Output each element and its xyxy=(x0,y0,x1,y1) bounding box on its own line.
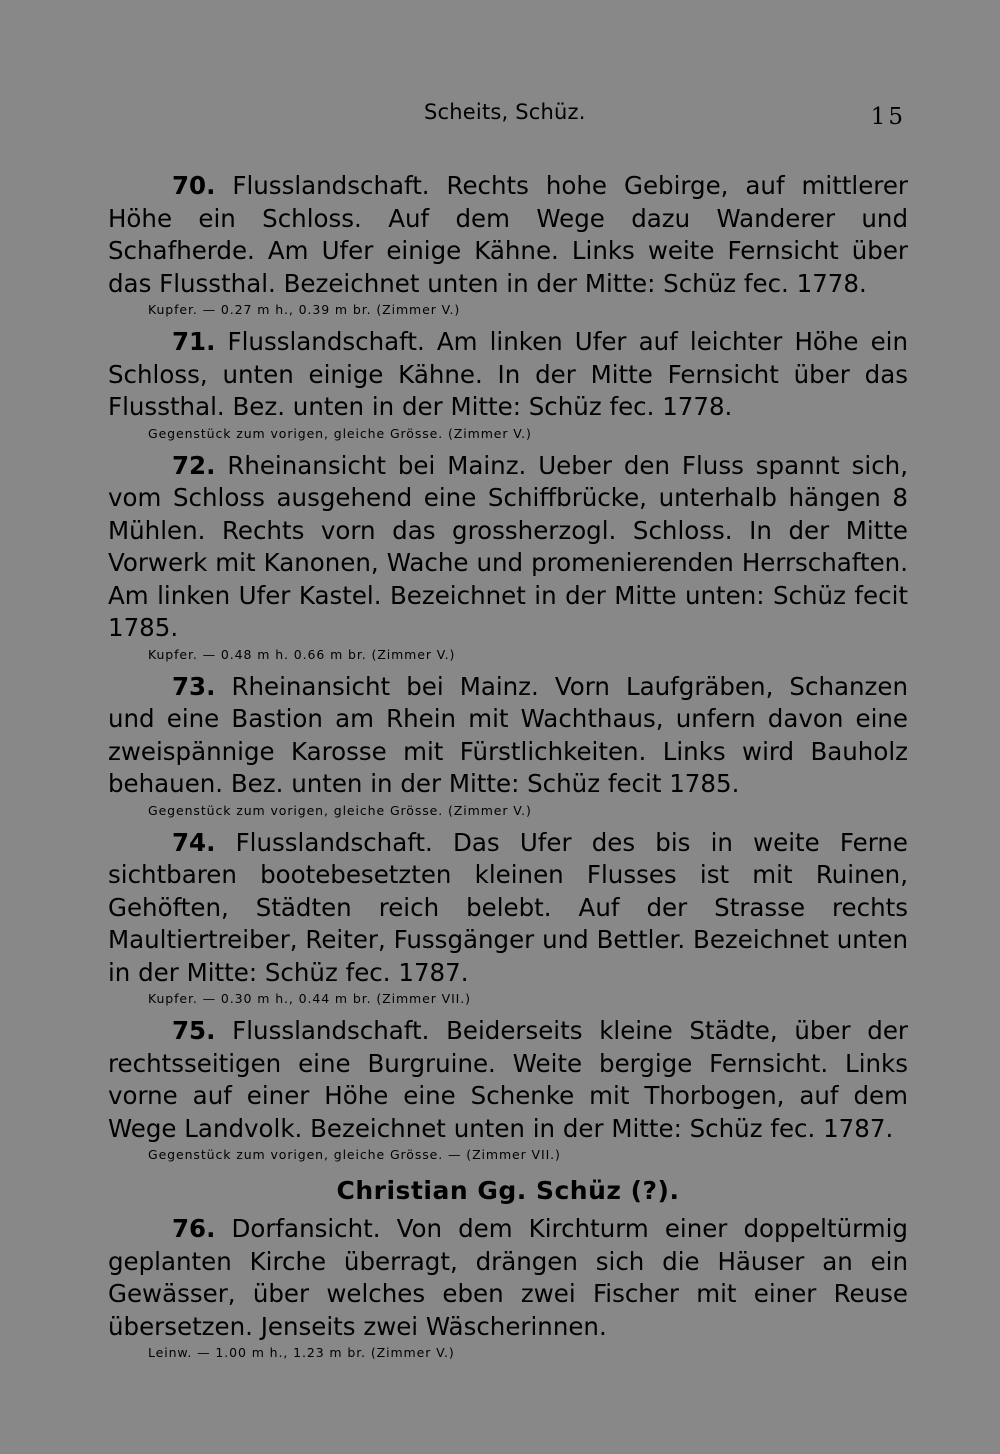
entry-note: Kupfer. — 0.30 m h., 0.44 m br. (Zimmer VII.) xyxy=(148,991,471,1006)
entry-text: Flusslandschaft. Beiderseits kleine Städte, über der rechtsseitigen eine Burgruine. Weite bergige Fernsicht. Links vorne auf einer Höhe eine Schenke mit Thorbogen, auf dem Wege Landvolk. Bezeichnet unten in der Mitte: Schüz fec. 1787. xyxy=(108,1016,908,1143)
entry-note: Leinw. — 1.00 m h., 1.23 m br. (Zimmer V.) xyxy=(148,1345,455,1360)
entry-number: 71. xyxy=(172,327,216,356)
entry-number: 74. xyxy=(172,827,216,857)
entry-note: Gegenstück zum vorigen, gleiche Grösse. (Zimmer V.) xyxy=(148,425,532,441)
entry-description xyxy=(108,1015,908,1145)
entry-description xyxy=(108,1213,908,1343)
catalog-page xyxy=(108,0,908,1454)
entry-text: Flusslandschaft. Am linken Ufer auf leichter Höhe ein Schloss, unten einige Kähne. In der Mitte Fernsicht über das Flussthal. Bez. unten in der Mitte: Schüz fec. 1778. xyxy=(108,327,908,421)
catalog-entry-70 xyxy=(108,170,908,320)
entry-text: Flusslandschaft. Das Ufer des bis in weite Ferne sichtbaren bootebesetzten kleinen Flusses ist mit Ruinen, Gehöften, Städten reich belebt. Auf der Strasse rechts Maultiertreiber, Reiter, Fussgänger und Bettler. Bezeichnet unten in der Mitte: Schüz fec. 1787. xyxy=(108,827,908,987)
catalog-entries xyxy=(108,170,908,1369)
entry-number: 70. xyxy=(172,171,216,200)
entry-note: Kupfer. — 0.48 m h. 0.66 m br. (Zimmer V.) xyxy=(148,646,456,662)
catalog-entry-71 xyxy=(108,326,908,444)
artist-section-heading: Christian Gg. Schüz (?). xyxy=(336,1176,680,1205)
entry-description xyxy=(108,671,908,801)
running-title: Scheits, Schüz. xyxy=(424,100,586,124)
entry-number: 75. xyxy=(172,1016,216,1045)
page-number: 15 xyxy=(870,104,906,130)
entry-description xyxy=(108,170,908,300)
catalog-entry-74 xyxy=(108,827,908,1010)
entry-number: 72. xyxy=(172,450,216,480)
entry-text: Rheinansicht bei Mainz. Vorn Laufgräben, Schanzen und eine Bastion am Rhein mit Wachthaus, unfern davon eine zweispännige Karosse mit Fürstlichkeiten. Links wird Bauholz behauen. Bez. unten in der Mitte: Schüz fecit 1785. xyxy=(108,671,908,798)
entry-number: 76. xyxy=(172,1214,216,1243)
entry-text: Rheinansicht bei Mainz. Ueber den Fluss spannt sich, vom Schloss ausgehend eine Schiffbrücke, unterhalb hängen 8 Mühlen. Rechts vorn das grossherzogl. Schloss. In der Mitte Vorwerk mit Kanonen, Wache und promenierenden Herrschaften. Am linken Ufer Kastel. Bezeichnet in der Mitte unten: Schüz fecit 1785. xyxy=(108,450,908,642)
entry-description xyxy=(108,450,908,645)
entry-note: Gegenstück zum vorigen, gleiche Grösse. (Zimmer V.) xyxy=(148,802,532,818)
page-header xyxy=(108,100,908,136)
entry-note: Gegenstück zum vorigen, gleiche Grösse. — (Zimmer VII.) xyxy=(148,1147,561,1162)
entry-note: Kupfer. — 0.27 m h., 0.39 m br. (Zimmer V.) xyxy=(148,302,461,317)
catalog-entry-72 xyxy=(108,450,908,665)
entry-text: Dorfansicht. Von dem Kirchturm einer doppeltürmig geplanten Kirche überragt, drängen sich die Häuser an ein Gewässer, über welches eben zwei Fischer mit einer Reuse übersetzen. Jenseits zwei Wäscherinnen. xyxy=(108,1214,908,1341)
catalog-entry-75 xyxy=(108,1015,908,1165)
entry-description xyxy=(108,326,908,424)
entry-description xyxy=(108,827,908,990)
entry-text: Flusslandschaft. Rechts hohe Gebirge, auf mittlerer Höhe ein Schloss. Auf dem Wege dazu Wanderer und Schafherde. Am Ufer einige Kähne. Links weite Fernsicht über das Flussthal. Bezeichnet unten in der Mitte: Schüz fec. 1778. xyxy=(108,171,908,298)
catalog-entry-76 xyxy=(108,1213,908,1363)
entry-number: 73. xyxy=(172,671,216,701)
catalog-entry-73 xyxy=(108,671,908,821)
